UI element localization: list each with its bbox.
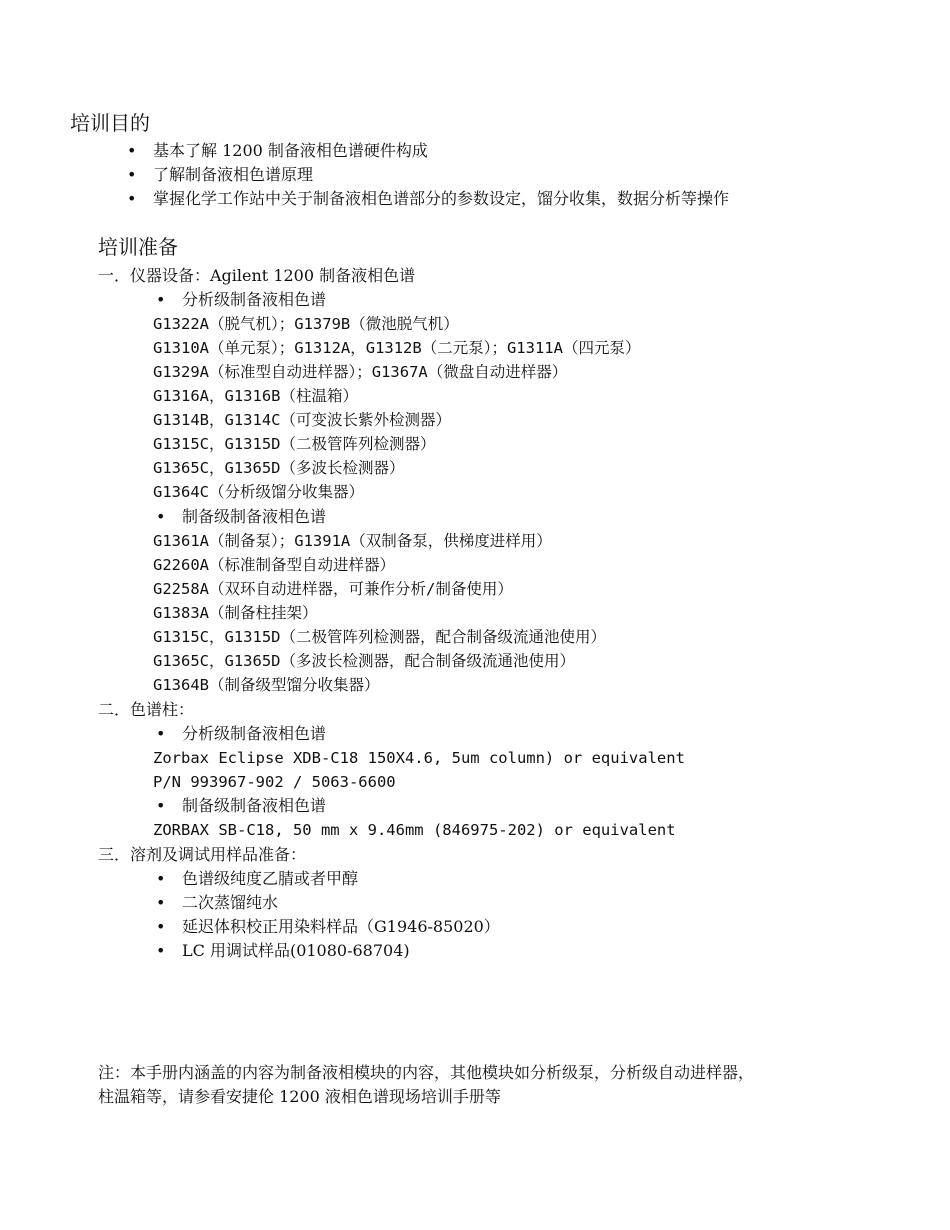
note-line: 注：本手册内涵盖的内容为制备液相模块的内容，其他模块如分析级泵，分析级自动进样器，: [98, 1063, 755, 1082]
part1-prep-line: G2260A（标准制备型自动进样器）: [153, 556, 395, 574]
part1-prep-line: G1383A（制备柱挂架）: [153, 604, 318, 622]
part1-prep-line: G2258A（双环自动进样器，可兼作分析/制备使用）: [153, 580, 513, 598]
part1-analytical-line: G1316A，G1316B（柱温箱）: [153, 387, 358, 405]
part1-analytical-line: G1314B，G1314C（可变波长紫外检测器）: [153, 411, 451, 429]
goal-item: • 了解制备液相色谱原理: [153, 164, 313, 186]
part1-analytical-line: G1310A（单元泵）；G1312A，G1312B（二元泵）；G1311A（四元泵）: [153, 339, 641, 357]
part1-analytical-line: G1364C（分析级馏分收集器）: [153, 483, 364, 501]
section-title-training-goal: 培训目的: [70, 111, 150, 135]
part1-prep-line: G1361A（制备泵）；G1391A（双制备泵，供梯度进样用）: [153, 532, 552, 550]
goal-item: • 掌握化学工作站中关于制备液相色谱部分的参数设定，馏分收集，数据分析等操作: [153, 188, 729, 210]
part3-item: • 延迟体积校正用染料样品（G1946-85020）: [182, 916, 500, 938]
part2-analytical-line: Zorbax Eclipse XDB-C18 150X4.6, 5um column) or equivalent: [153, 749, 685, 767]
part2-analytical-label: • 分析级制备液相色谱: [182, 723, 326, 745]
part1-analytical-line: G1365C，G1365D（多波长检测器）: [153, 459, 405, 477]
part1-analytical-label: • 分析级制备液相色谱: [182, 289, 326, 311]
part2-analytical-line: P/N 993967-902 / 5063-6600: [153, 773, 396, 791]
part3-item: • LC 用调试样品(01080-68704): [182, 940, 410, 962]
part1-analytical-line: G1329A（标准型自动进样器）；G1367A（微盘自动进样器）: [153, 363, 568, 381]
part3-item: • 二次蒸馏纯水: [182, 892, 278, 914]
part3-item: • 色谱级纯度乙腈或者甲醇: [182, 868, 358, 890]
part1-analytical-line: G1322A（脱气机）；G1379B（微池脱气机）: [153, 315, 459, 333]
section-title-training-prep: 培训准备: [98, 235, 178, 259]
part1-analytical-line: G1315C，G1315D（二极管阵列检测器）: [153, 435, 436, 453]
part1-prep-line: G1315C，G1315D（二极管阵列检测器，配合制备级流通池使用）: [153, 628, 606, 646]
part2-prep-line: ZORBAX SB-C18, 50 mm x 9.46mm (846975-202) or equivalent: [153, 821, 676, 839]
part1-prep-line: G1365C，G1365D（多波长检测器，配合制备级流通池使用）: [153, 652, 575, 670]
part1-heading: 一．仪器设备：Agilent 1200 制备液相色谱: [98, 266, 416, 285]
part1-prep-label: • 制备级制备液相色谱: [182, 506, 326, 528]
part2-prep-label: • 制备级制备液相色谱: [182, 795, 326, 817]
part2-heading: 二．色谱柱：: [98, 700, 195, 719]
goal-item: • 基本了解 1200 制备液相色谱硬件构成: [153, 140, 428, 162]
part1-prep-line: G1364B（制备级型馏分收集器）: [153, 676, 380, 694]
part3-heading: 三．溶剂及调试用样品准备：: [98, 845, 307, 864]
note-line: 柱温箱等，请参看安捷伦 1200 液相色谱现场培训手册等: [98, 1087, 501, 1106]
